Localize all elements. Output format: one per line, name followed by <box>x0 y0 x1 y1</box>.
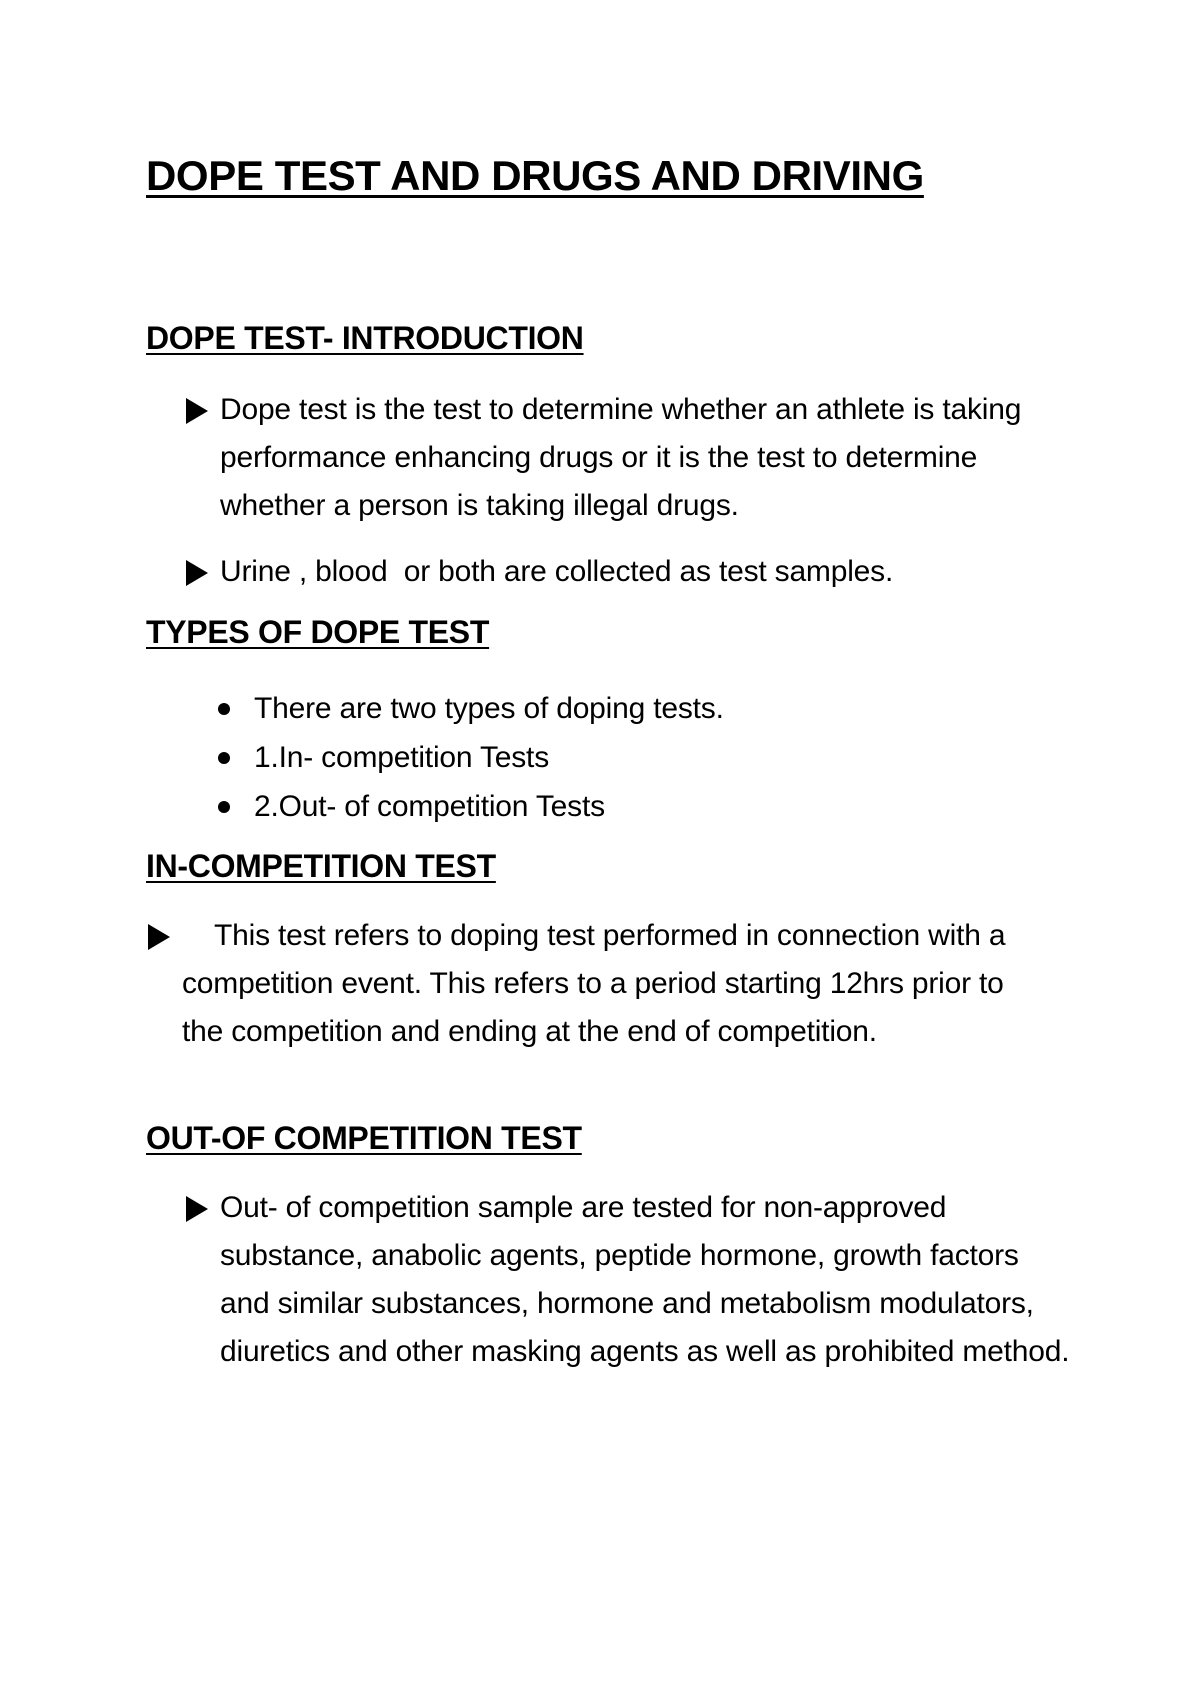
arrow-bullet-icon <box>186 398 208 424</box>
arrow-bullet-icon <box>148 924 170 950</box>
intro-item-definition-text: Dope test is the test to determine whether an athlete is taking performance enhancing drugs or it is the test to determine whether a person is taking illegal drugs. <box>220 393 1022 522</box>
round-bullet-icon <box>218 703 230 715</box>
heading-types-of-dope-test: TYPES OF DOPE TEST <box>146 614 490 650</box>
intro-item-samples-text: Urine , blood or both are collected as test samples. <box>220 555 894 588</box>
document-title: DOPE TEST AND DRUGS AND DRIVING <box>146 152 924 199</box>
round-bullet-icon <box>218 752 230 764</box>
heading-out-of-competition-test: OUT-OF COMPETITION TEST <box>146 1120 582 1156</box>
arrow-bullet-icon <box>186 1196 208 1222</box>
out-of-competition-item-text: Out- of competition sample are tested for non-approved substance, anabolic agents, peptide hormone, growth factors and similar substances, hormone and metabolism modulators, diuretics and other masking agents as well as prohibited method. <box>220 1191 1070 1368</box>
list-item-text: 1.In- competition Tests <box>254 741 549 774</box>
out-of-competition-item <box>186 1184 1076 1376</box>
arrow-bullet-icon <box>186 560 208 586</box>
round-bullet-icon <box>218 801 230 813</box>
heading-dope-test-introduction: DOPE TEST- INTRODUCTION <box>146 320 584 356</box>
intro-item-definition <box>186 386 1076 530</box>
heading-in-competition-test: IN-COMPETITION TEST <box>146 848 496 884</box>
list-item-text: There are two types of doping tests. <box>254 692 724 725</box>
in-competition-item-text: This test refers to doping test performed in connection with a competition event. This refers to a period starting 12hrs prior to the competition and ending at the end of competition. <box>182 919 1006 1048</box>
in-competition-item <box>148 912 1048 1056</box>
list-item-text: 2.Out- of competition Tests <box>254 790 605 823</box>
intro-item-samples <box>186 548 1076 596</box>
